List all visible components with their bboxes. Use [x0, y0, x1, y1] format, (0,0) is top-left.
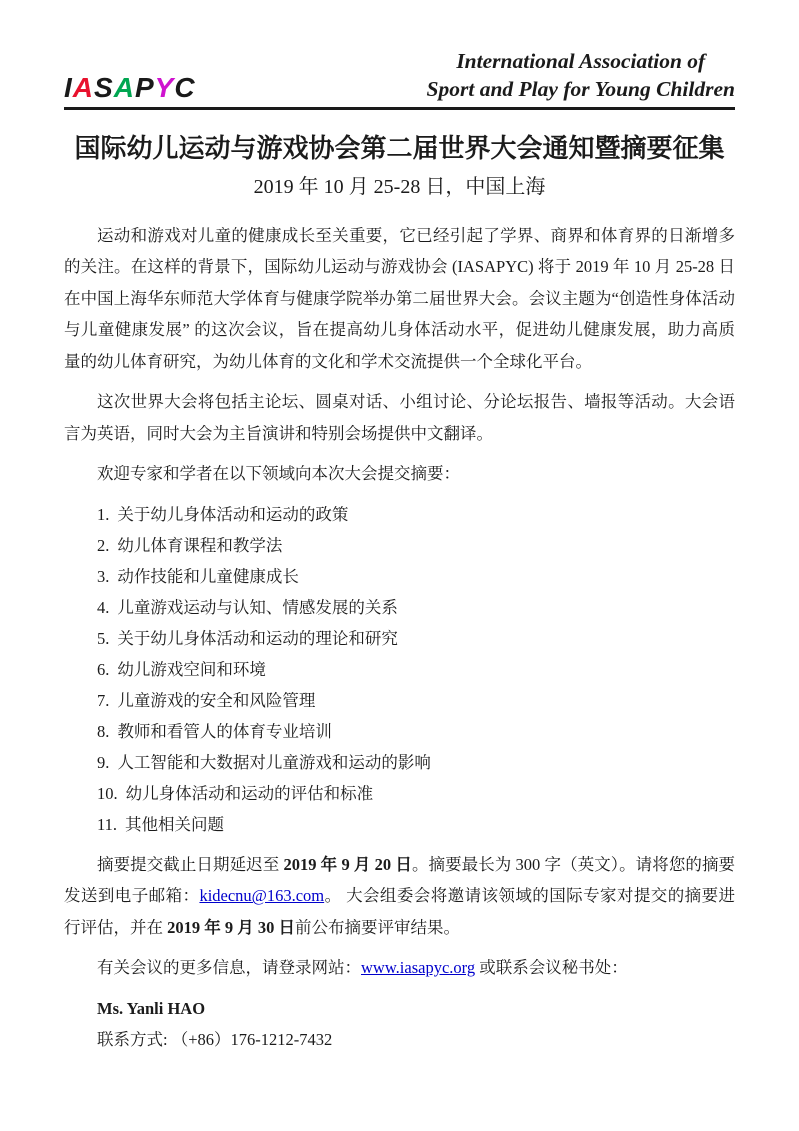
topic-number: 4. [97, 597, 110, 617]
abstract-seg4: 前公布摘要评审结果。 [295, 917, 460, 937]
topic-text: 人工智能和大数据对儿童游戏和运动的影响 [117, 752, 431, 772]
topic-text: 关于幼儿身体活动和运动的政策 [117, 504, 349, 524]
contact-phone-label: 联系方式: [97, 1030, 172, 1050]
topic-text: 关于幼儿身体活动和运动的理论和研究 [117, 628, 398, 648]
logo-letter: S [94, 71, 114, 103]
logo-letter: P [134, 71, 155, 103]
topic-text: 幼儿游戏空间和环境 [117, 659, 266, 679]
logo-letter: I [64, 71, 73, 103]
topic-item [64, 685, 735, 716]
topic-item [64, 561, 735, 592]
topic-item [64, 778, 735, 809]
topic-number: 1. [97, 504, 110, 524]
letterhead [64, 0, 735, 110]
topic-number: 3. [97, 566, 110, 586]
topic-text: 动作技能和儿童健康成长 [117, 566, 299, 586]
contact-phone-value: （+86）176-1212-7432 [171, 1030, 333, 1050]
contact-name: Ms. Yanli HAO [97, 998, 206, 1018]
topic-item [64, 530, 735, 561]
abstract-results-date: 2019 年 9 月 30 日 [167, 917, 295, 937]
topics-list [64, 499, 735, 840]
page-subtitle: 2019 年 10 月 25-28 日，中国上海 [253, 175, 546, 198]
topic-item [64, 809, 735, 840]
abstract-seg3: 。 大会组委会将邀请该领域的国际专家对提交的摘要进行评估，并在 [64, 886, 736, 937]
topic-item [64, 654, 735, 685]
contact-phone [64, 1024, 735, 1056]
website-link[interactable]: www.iasapyc.org [361, 958, 476, 978]
logo-letter: C [174, 71, 196, 103]
email-link[interactable]: kidecnu@163.com [199, 886, 325, 906]
topic-number: 10. [97, 783, 118, 803]
abstract-seg2: 。摘要最长为 300 字（英文）。请将您的摘要发送到电子邮箱： [64, 854, 736, 906]
organization-name-line1: International Association of [456, 49, 706, 73]
intro-paragraph: 运动和游戏对儿童的健康成长至关重要，它已经引起了学界、商界和体育界的日渐增多的关注。在这样的背景下，国际幼儿运动与游戏协会 (IASAPYC) 将于 2019 年 10 月 25-28 日在中国上海华东师范大学体育与健康学院举办第二届世界大会。会议主题为“创造性身体活动与儿童健康发展” 的这次会议，旨在提高幼儿身体活动水平，促进幼儿健康发展，助力高质量的幼儿体育研究，为幼儿体育的文化和学术交流提供一个全球化平台。 [64, 225, 735, 371]
logo-letter: A [72, 71, 95, 103]
topic-number: 2. [97, 535, 110, 555]
topic-text: 幼儿体育课程和教学法 [117, 535, 283, 555]
more-info-seg2: 或联系会议秘书处： [475, 958, 628, 978]
more-info-paragraph [64, 952, 735, 984]
page-title: 国际幼儿运动与游戏协会第二届世界大会通知暨摘要征集 [74, 133, 725, 163]
iasapyc-logo [64, 71, 196, 104]
topic-text: 幼儿身体活动和运动的评估和标准 [125, 783, 374, 803]
logo-letter: A [113, 71, 135, 103]
topic-number: 7. [97, 690, 110, 710]
topic-item [64, 747, 735, 778]
more-info-seg1: 有关会议的更多信息，请登录网站： [97, 958, 361, 978]
topic-number: 5. [97, 628, 110, 648]
abstract-seg1: 摘要提交截止日期延迟至 [97, 854, 284, 874]
organization-name [427, 48, 735, 104]
abstract-deadline-date: 2019 年 9 月 20 日 [283, 854, 412, 874]
topic-number: 6. [97, 659, 110, 679]
topic-text: 其他相关问题 [125, 814, 225, 834]
topic-number: 8. [97, 721, 110, 741]
topic-text: 教师和看管人的体育专业培训 [117, 721, 332, 741]
topic-number: 9. [97, 752, 110, 772]
topics-lead: 欢迎专家和学者在以下领域向本次大会提交摘要： [97, 464, 460, 484]
topic-item [64, 716, 735, 747]
topic-text: 儿童游戏运动与认知、情感发展的关系 [117, 597, 398, 617]
topic-item [64, 623, 735, 654]
topic-text: 儿童游戏的安全和风险管理 [117, 690, 316, 710]
organization-name-line2: Sport and Play for Young Children [426, 76, 735, 101]
topic-number: 11. [97, 814, 118, 834]
topic-item [64, 499, 735, 530]
logo-letter: Y [154, 71, 175, 103]
abstract-submission-paragraph [64, 849, 735, 944]
program-paragraph: 这次世界大会将包括主论坛、圆桌对话、小组讨论、分论坛报告、墙报等活动。大会语言为英语，同时大会为主旨演讲和特别会场提供中文翻译。 [64, 392, 735, 443]
topic-item [64, 592, 735, 623]
